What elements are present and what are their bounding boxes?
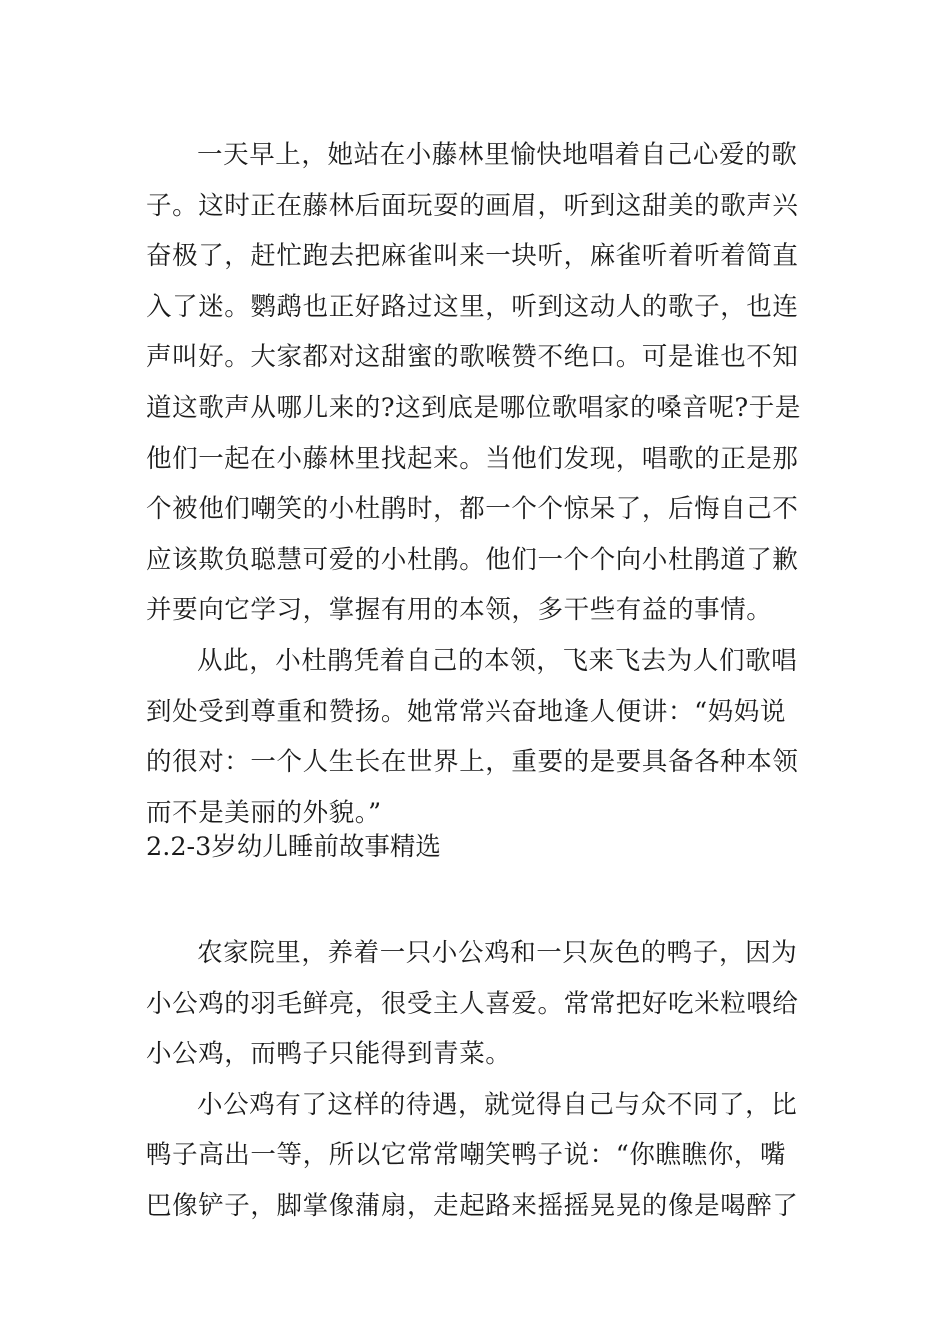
paragraph — [146, 636, 810, 838]
story-section-cuckoo — [146, 130, 810, 838]
text-line: 鸭子高出一等，所以它常常嘲笑鸭子说：“你瞧瞧你，嘴 — [146, 1140, 787, 1171]
text-line: 而不是美丽的外貌。” — [146, 797, 382, 828]
text-line: 子。这时正在藤林后面玩耍的画眉，听到这甜美的歌声兴 — [146, 190, 799, 221]
text-line: 从此，小杜鹃凭着自己的本领，飞来飞去为人们歌唱 — [197, 645, 798, 676]
text-line: 的很对：一个人生长在世界上，重要的是要具备各种本领 — [146, 747, 799, 778]
text-line: 道这歌声从哪儿来的?这到底是哪位歌唱家的嗓音呢?于是 — [146, 392, 801, 423]
text-line: 个被他们嘲笑的小杜鹃时，都一个个惊呆了，后悔自己不 — [146, 494, 799, 525]
text-line: 农家院里，养着一只小公鸡和一只灰色的鸭子，因为 — [197, 938, 798, 968]
text-line: 一天早上，她站在小藤林里愉快地唱着自己心爱的歌 — [197, 140, 798, 170]
paragraph — [146, 1080, 810, 1232]
paragraph — [146, 928, 810, 1080]
text-line: 小公鸡，而鸭子只能得到青菜。 — [146, 1039, 512, 1070]
text-line: 小公鸡的羽毛鲜亮，很受主人喜爱。常常把好吃米粒喂给 — [146, 988, 799, 1019]
text-line: 并要向它学习，掌握有用的本领，多干些有益的事情。 — [146, 595, 773, 626]
text-line: 他们一起在小藤林里找起来。当他们发现，唱歌的正是那 — [146, 443, 799, 474]
text-line: 奋极了，赶忙跑去把麻雀叫来一块听，麻雀听着听着简直 — [146, 241, 799, 272]
text-line: 入了迷。鹦鹉也正好路过这里，听到这动人的歌子，也连 — [146, 291, 799, 322]
text-line: 应该欺负聪慧可爱的小杜鹃。他们一个个向小杜鹃道了歉 — [146, 544, 799, 575]
paragraph — [146, 130, 810, 636]
text-line: 到处受到尊重和赞扬。她常常兴奋地逢人便讲：“妈妈说 — [146, 696, 787, 727]
text-line: 声叫好。大家都对这甜蜜的歌喉赞不绝口。可是谁也不知 — [146, 342, 799, 373]
text-line: 巴像铲子，脚掌像蒲扇，走起路来摇摇晃晃的像是喝醉了 — [146, 1190, 799, 1221]
story-section-rooster — [146, 928, 810, 1232]
section-heading: 2.2-3岁幼儿睡前故事精选 — [146, 832, 441, 862]
text-line: 小公鸡有了这样的待遇，就觉得自己与众不同了，比 — [197, 1089, 798, 1120]
